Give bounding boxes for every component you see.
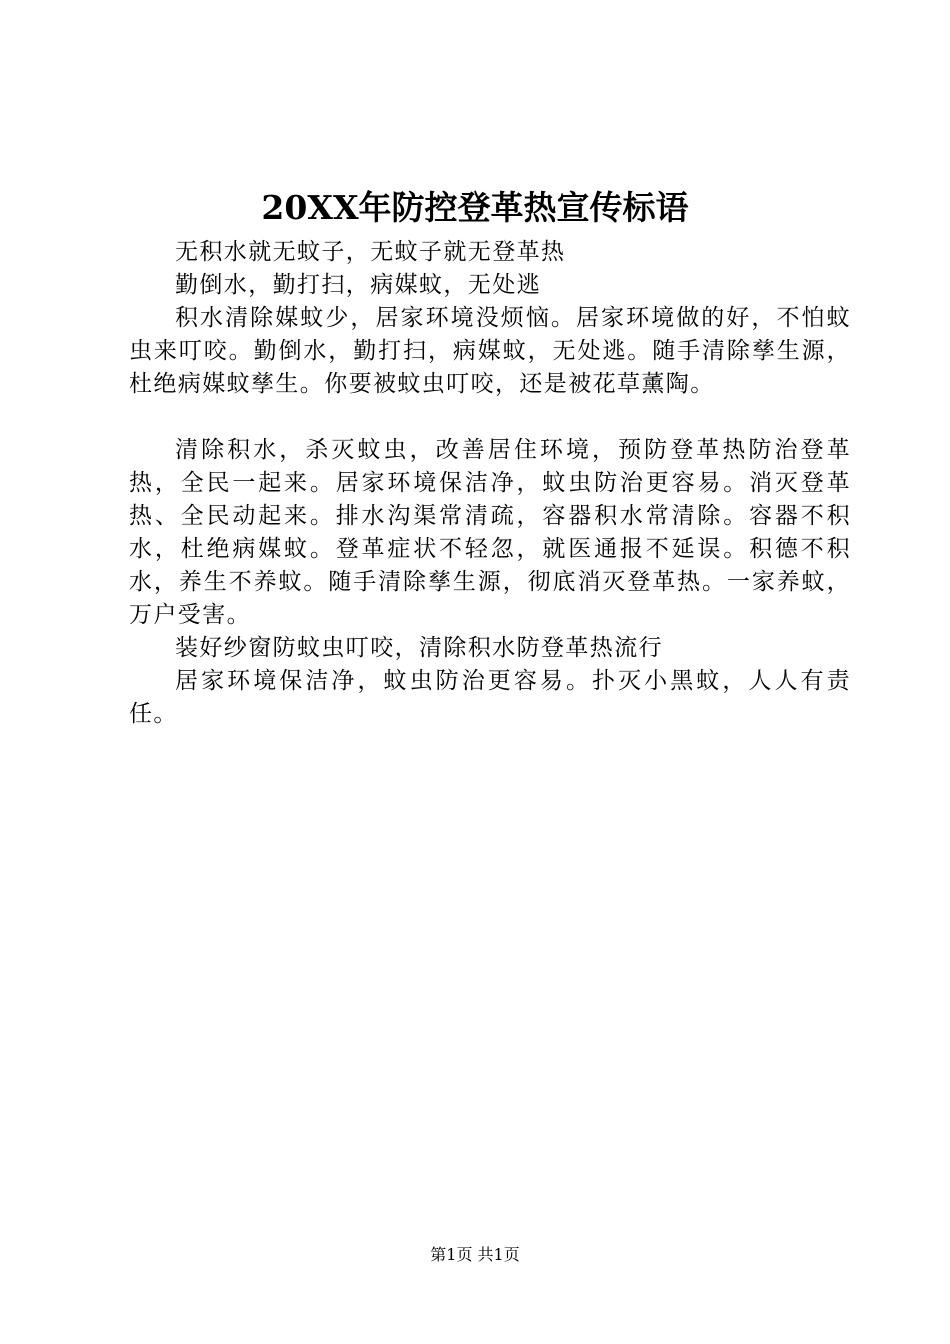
paragraph-4: 清除积水，杀灭蚊虫，改善居住环境，预防登革热防治登革热，全民一起来。居家环境保洁净，蚊虫防治更容易。消灭登革热、全民动起来。排水沟渠常清疏，容器积水常清除。容器不积水，杜绝病媒蚊。登革症状不轻忽，就医通报不延误。积德不积水，养生不养蚊。随手清除孳生源，彻底消灭登革热。一家养蚊，万户受害。 bbox=[129, 437, 851, 628]
paragraph-spacer bbox=[129, 401, 851, 434]
paragraph-6: 居家环境保洁净，蚊虫防治更容易。扑灭小黑蚊，人人有责任。 bbox=[129, 668, 851, 727]
paragraph-5: 装好纱窗防蚊虫叮咬，清除积水防登革热流行 bbox=[175, 635, 663, 661]
paragraph-1: 无积水就无蚊子，无蚊子就无登革热 bbox=[175, 239, 566, 265]
document-title: 20XX年防控登革热宣传标语 bbox=[261, 188, 689, 227]
page-footer: 第1页 共1页 bbox=[430, 1245, 520, 1264]
document-body bbox=[129, 236, 851, 731]
paragraph-3: 积水清除媒蚊少，居家环境没烦恼。居家环境做的好，不怕蚊虫来叮咬。勤倒水，勤打扫，病媒蚊，无处逃。随手清除孳生源，杜绝病媒蚊孳生。你要被蚊虫叮咬，还是被花草薰陶。 bbox=[129, 305, 851, 397]
paragraph-2: 勤倒水，勤打扫，病媒蚊，无处逃 bbox=[175, 272, 541, 298]
